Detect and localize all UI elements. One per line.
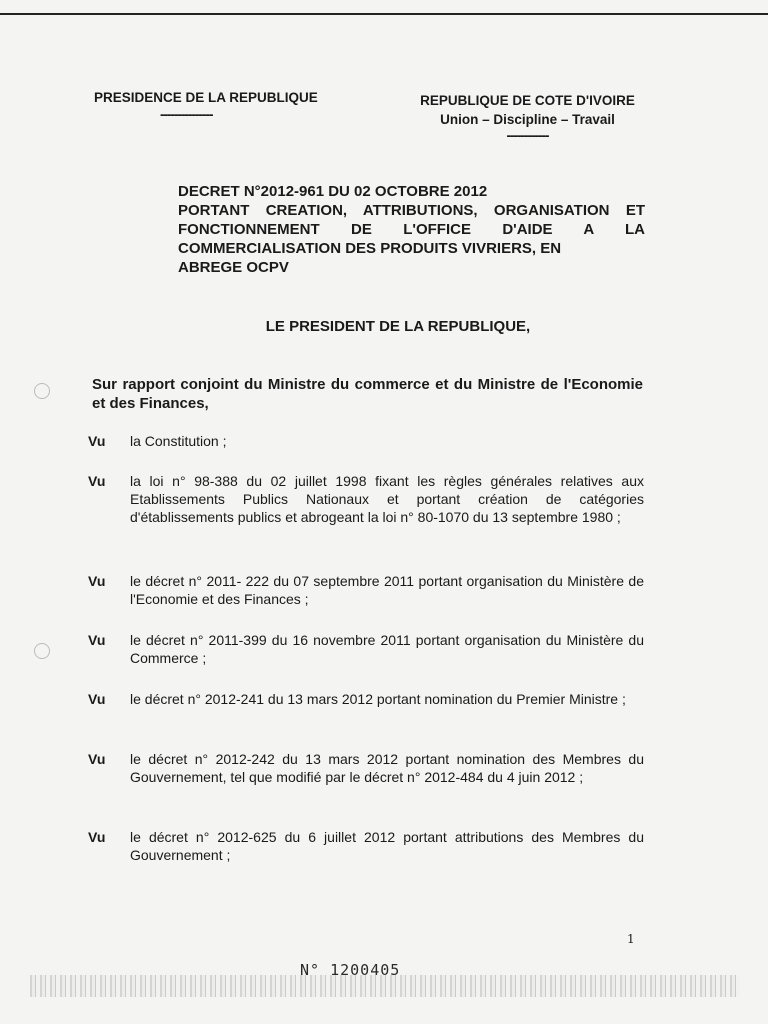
vu-clause <box>88 631 644 667</box>
page-number: 1 <box>627 932 635 946</box>
vu-label: Vu <box>88 829 106 845</box>
country-motto: Union – Discipline – Travail <box>440 112 615 127</box>
vu-clause <box>88 828 644 864</box>
vu-text: la Constitution ; <box>130 433 227 449</box>
issuer-divider: --------------- <box>160 107 213 122</box>
vu-label: Vu <box>88 573 106 589</box>
vu-clause <box>88 690 644 708</box>
punch-hole-mark <box>34 383 50 399</box>
vu-text: le décret n° 2012-625 du 6 juillet 2012 portant attributions des Membres du Gouvernement ; <box>130 829 644 863</box>
punch-hole-mark <box>34 643 50 659</box>
country-divider: ------------ <box>506 128 549 143</box>
vu-label: Vu <box>88 473 106 489</box>
vu-clause <box>88 432 644 450</box>
decree-abbreviation: ABREGE OCPV <box>178 259 289 276</box>
country-header <box>405 93 650 143</box>
decree-subject: PORTANT CREATION, ATTRIBUTIONS, ORGANISATION ET FONCTIONNEMENT DE L'OFFICE D'AIDE A LA COMMERCIALISATION DES PRODUITS VIVRIERS, EN <box>178 202 645 257</box>
vu-text: le décret n° 2011- 222 du 07 septembre 2011 portant organisation du Ministère de l'Economie et des Finances ; <box>130 573 644 607</box>
vu-label: Vu <box>88 751 106 767</box>
decree-number: DECRET N°2012-961 DU 02 OCTOBRE 2012 <box>178 183 488 200</box>
issuer-title: PRESIDENCE DE LA REPUBLIQUE <box>94 90 318 105</box>
vu-label: Vu <box>88 691 106 707</box>
top-border <box>0 13 768 15</box>
vu-clause <box>88 472 644 526</box>
decree-title <box>178 182 645 277</box>
vu-clause <box>88 750 644 786</box>
vu-label: Vu <box>88 632 106 648</box>
vu-text: le décret n° 2012-241 du 13 mars 2012 portant nomination du Premier Ministre ; <box>130 691 626 707</box>
country-title: REPUBLIQUE DE COTE D'IVOIRE <box>420 93 635 108</box>
vu-label: Vu <box>88 433 106 449</box>
document-serial-number: N° 1200405 <box>300 961 401 979</box>
president-heading: LE PRESIDENT DE LA REPUBLIQUE, <box>265 318 531 335</box>
vu-text: le décret n° 2011-399 du 16 novembre 2011 portant organisation du Ministère du Commerce ; <box>130 632 644 666</box>
report-paragraph: Sur rapport conjoint du Ministre du commerce et du Ministre de l'Economie et des Finances, <box>92 376 643 412</box>
vu-text: la loi n° 98-388 du 02 juillet 1998 fixant les règles générales relatives aux Etablissements Publics Nationaux et portant création de catégories d'établissements publics et abrogeant la loi n° 80-1070 du 13 septembre 1980 ; <box>130 473 644 525</box>
issuer-header <box>94 90 344 122</box>
vu-text: le décret n° 2012-242 du 13 mars 2012 portant nomination des Membres du Gouvernement, tel que modifié par le décret n° 2012-484 du 4 juin 2012 ; <box>130 751 644 785</box>
vu-clause <box>88 572 644 608</box>
